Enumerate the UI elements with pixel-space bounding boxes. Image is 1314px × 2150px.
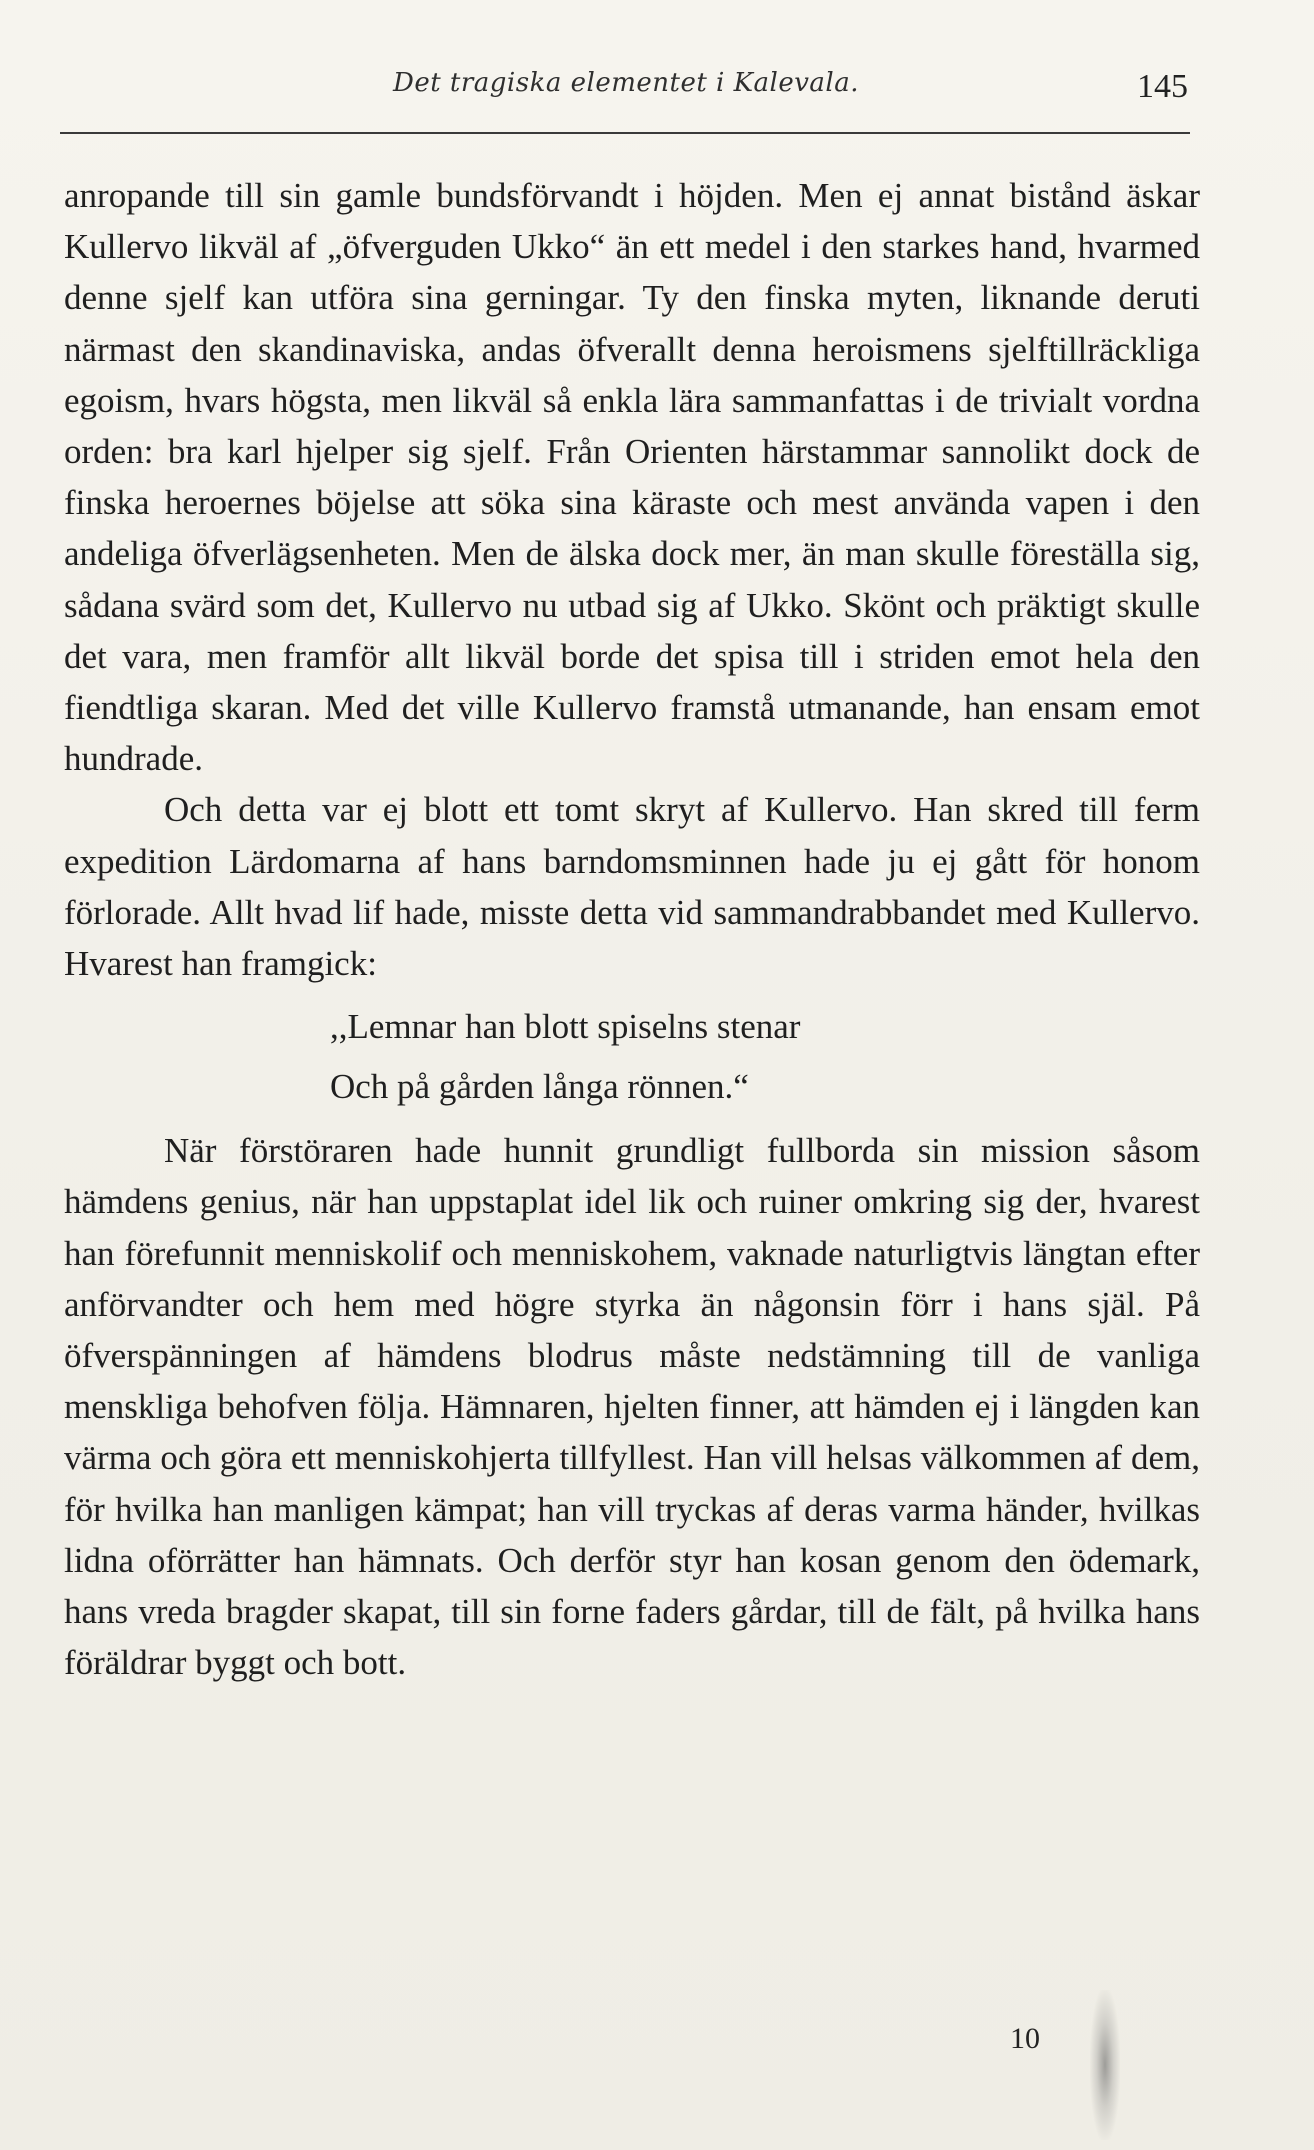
paragraph-1: anropande till sin gamle bundsförvandt i höjden. Men ej annat bistånd äskar Kullervo likväl af „öfverguden Ukko“ än ett medel i den starkes hand, hvarmed denne sjelf kan utföra sina gerningar. Ty den finska myten, liknande deruti närmast den skandinaviska, andas öfverallt denna heroismens sjelftillräckliga egoism, hvars högsta, men likväl så enkla lära sammanfattas i de trivialt vordna orden: bra karl hjelper sig sjelf. Från Orienten härstammar sannolikt dock de finska heroernes böjelse att söka sina käraste och mest använda vapen i den andeliga öfverlägsenheten. Men de älska dock mer, än man skulle föreställa sig, sådana svärd som det, Kullervo nu utbad sig af Ukko. Skönt och präktigt skulle det vara, men framför allt likväl borde det spisa till i striden emot hela den fiendtliga skaran. Med det ville Kullervo framstå utmanande, han ensam emot hundrade.	[64, 176, 1200, 779]
header-rule	[60, 132, 1190, 134]
paragraph-2: Och detta var ej blott ett tomt skryt af Kullervo. Han skred till ferm expedition Lärdomarna af hans barndomsminnen hade ju ej gått för honom förlorade. Allt hvad lif hade, misste detta vid sammandrabbandet med Kullervo. Hvarest han framgick:	[64, 790, 1200, 984]
signature-mark: 10	[1010, 2022, 1040, 2055]
verse-line-2: Och på gården långa rönnen.“	[330, 1067, 749, 1107]
running-title: Det tragiska elementet i Kalevala.	[392, 68, 860, 98]
ink-smudge	[1090, 1990, 1120, 2140]
verse-quote	[64, 997, 1200, 1117]
page-number: 145	[1137, 68, 1188, 105]
paragraph-3: När förstöraren hade hunnit grundligt fullborda sin mission såsom hämdens genius, när han uppstaplat idel lik och ruiner omkring sig der, hvarest han förefunnit menniskolif och menniskohem, vaknade naturligtvis längtan efter anförvandter och hem med högre styrka än någonsin förr i hans själ. På öfverspänningen af hämdens blodrus måste nedstämning till de vanliga menskliga behofven följa. Hämnaren, hjelten finner, att hämden ej i längden kan värma och göra ett menniskohjerta tillfyllest. Han vill helsas välkommen af dem, för hvilka han manligen kämpat; han vill tryckas af deras varma händer, hvilkas lidna oförrätter han hämnats. Och derför styr han kosan genom den ödemark, hans vreda bragder skapat, till sin forne faders gårdar, till de fält, på hvilka hans föräldrar byggt och bott.	[64, 1131, 1200, 1683]
page-body	[64, 170, 1200, 1688]
page-header	[64, 68, 1188, 116]
verse-line-1: ,,Lemnar han blott spiselns stenar	[330, 1007, 801, 1047]
